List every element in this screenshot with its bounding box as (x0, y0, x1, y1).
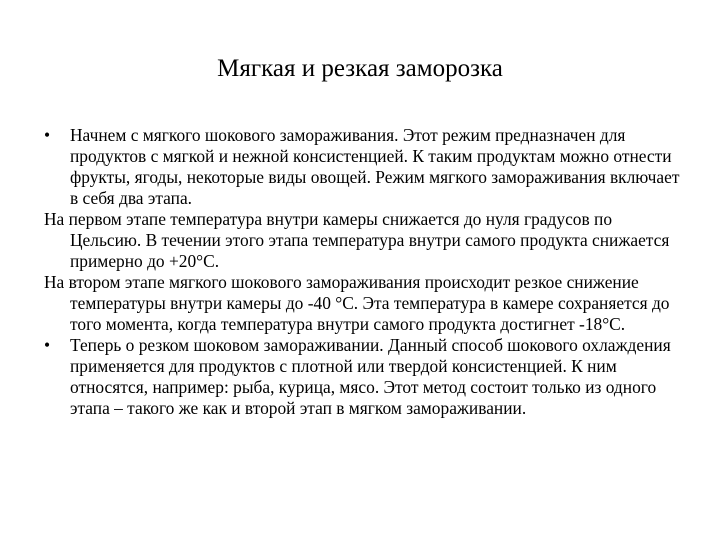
bullet-marker: • (44, 125, 51, 145)
paragraph-hard-freezing (44, 335, 684, 419)
bullet-marker: • (44, 335, 51, 355)
paragraph-second-stage (44, 272, 684, 335)
slide-content (44, 125, 684, 419)
paragraph-text: На втором этапе мягкого шокового замораживания происходит резкое снижение температуры внутри камеры до -40 °С. Эта температура в камере сохраняется до того момента, когда температура внутри самого продукта достигнет -18°С. (44, 272, 670, 334)
slide-title: Мягкая и резкая заморозка (217, 55, 503, 82)
paragraph-text: На первом этапе температура внутри камеры снижается до нуля градусов по Цельсию. В течении этого этапа температура внутри самого продукта снижается примерно до +20°С. (44, 209, 670, 271)
paragraph-first-stage (44, 209, 684, 272)
paragraph-soft-freezing-intro (44, 125, 684, 209)
paragraph-text: Теперь о резком шоковом замораживании. Данный способ шокового охлаждения применяется для продуктов с плотной или твердой консистенцией. К ним относятся, например: рыба, курица, мясо. Этот метод состоит только из одного этапа – такого же как и второй этап в мягком замораживании. (70, 335, 671, 418)
paragraph-text: Начнем с мягкого шокового замораживания. Этот режим предназначен для продуктов с мягкой и нежной консистенцией. К таким продуктам можно отнести фрукты, ягоды, некоторые виды овощей. Режим мягкого замораживания включает в себя два этапа. (70, 125, 680, 208)
